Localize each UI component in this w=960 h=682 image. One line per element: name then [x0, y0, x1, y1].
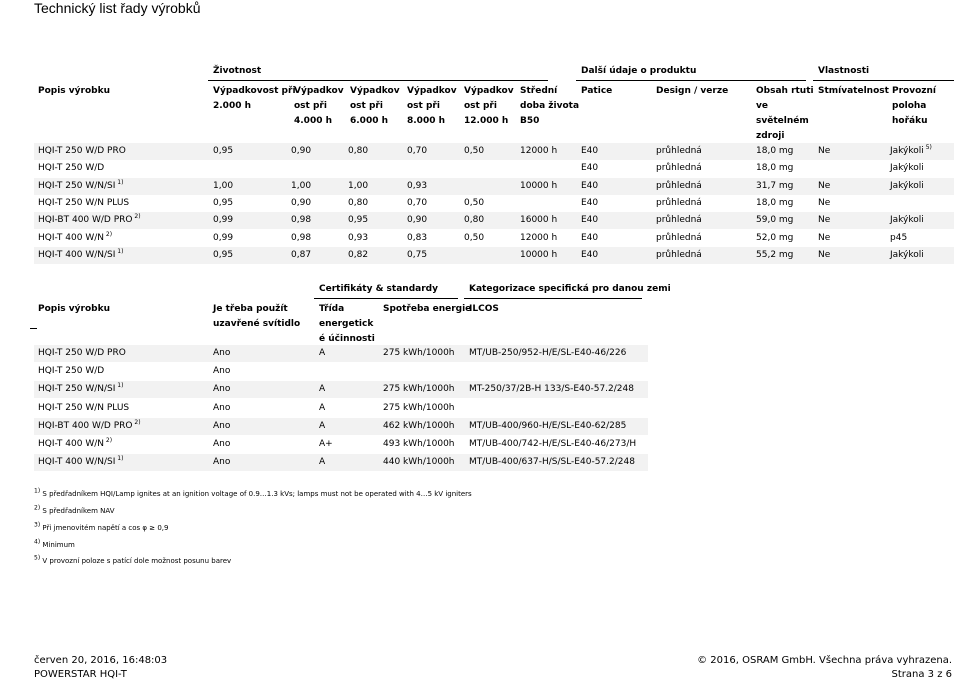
table-cell-name: [38, 418, 141, 435]
cell-text: 10000 h: [520, 180, 558, 191]
cell-text: HQI-BT 400 W/D PRO: [38, 420, 133, 431]
column-header-0: Popis výrobku: [38, 86, 110, 96]
row-band: [34, 212, 954, 229]
table-cell-name: [38, 381, 123, 398]
cell-text: průhledná: [656, 249, 702, 260]
table-cell-name: [38, 178, 123, 195]
cell-text: HQI-T 250 W/D PRO: [38, 146, 126, 156]
cell-text: 493 kWh/1000h: [383, 439, 455, 449]
table-cell-energy: [383, 418, 455, 435]
cell-text: Ano: [213, 439, 231, 449]
column-header-2: energetick: [319, 319, 374, 329]
table-cell-dim: [818, 178, 830, 195]
table-cell-dim: [818, 247, 830, 264]
table-cell-b50: [520, 247, 557, 264]
cell-text: Ano: [213, 348, 231, 358]
footnote-mark: 2): [34, 504, 41, 512]
cell-text: Ano: [213, 402, 231, 413]
table-cell-eclass: [319, 418, 325, 435]
table-cell-design: [656, 247, 702, 264]
cell-text: 10000 h: [520, 249, 558, 260]
cell-text: 1,00: [348, 180, 369, 191]
cell-text: Jakýkoli: [890, 249, 924, 260]
cell-text: 0,95: [348, 215, 369, 226]
table-cell-eclass: [319, 381, 325, 398]
table-cell-base: [581, 160, 598, 177]
table-cell-v6000: [348, 247, 368, 264]
cell-text: 12000 h: [520, 232, 558, 243]
table-cell-mercury: [756, 143, 793, 160]
cell-text: HQI-T 400 W/N: [38, 232, 104, 243]
table-cell-ilcos: [469, 454, 635, 471]
column-header-2: é účinnosti: [319, 334, 375, 344]
table-cell-mercury: [756, 247, 793, 264]
table-cell-v6000: [348, 212, 368, 229]
cell-text: Ne: [818, 146, 831, 156]
table-cell-design: [656, 178, 702, 195]
table-cell-name: [38, 454, 123, 471]
group-rule: [314, 298, 458, 299]
group-rule: [813, 80, 954, 81]
column-header-11: poloha: [892, 101, 927, 111]
group-rule: [208, 80, 548, 81]
cell-text: 0,95: [213, 249, 234, 260]
cell-text: E40: [581, 163, 599, 174]
table-cell-ilcos: [469, 345, 626, 362]
column-header-0: Popis výrobku: [38, 304, 110, 314]
table-cell-name: [38, 400, 129, 417]
table-cell-eclass: [319, 400, 325, 417]
table-cell-v8000: [407, 212, 427, 229]
table-cell-b50: [520, 178, 557, 195]
cell-text: 0,90: [291, 197, 312, 208]
table-cell-pos: [890, 247, 924, 264]
cell-text: MT/UB-250/952-H/E/SL-E40-46/226: [469, 348, 627, 358]
column-header-5: 12.000 h: [464, 116, 509, 126]
table-cell-closed: [213, 418, 230, 435]
table-cell-base: [581, 247, 598, 264]
footnote-ref: 1): [115, 247, 124, 255]
column-header-4: ILCOS: [469, 304, 499, 314]
table-cell-dim: [818, 195, 830, 212]
cell-text: 0,98: [291, 232, 312, 243]
column-header-6: Střední: [520, 86, 558, 96]
cell-text: 55,2 mg: [756, 249, 794, 260]
table-cell-v2000: [213, 247, 233, 264]
cell-text: Ne: [818, 215, 831, 226]
column-header-9: světelném: [756, 116, 809, 126]
table-cell-design: [656, 212, 702, 229]
cell-text: p45: [890, 232, 908, 243]
cell-text: průhledná: [656, 232, 702, 243]
footnote-text: Při jmenovitém napětí a cos φ ≥ 0,9: [40, 524, 169, 532]
table-cell-base: [581, 212, 598, 229]
cell-text: 0,80: [348, 146, 369, 156]
table-cell-v2000: [213, 230, 233, 247]
cell-text: MT/UB-400/742-H/E/SL-E40-46/273/H: [469, 439, 637, 449]
group-header-more-data: Další údaje o produktu: [581, 66, 697, 76]
cell-text: 1,00: [213, 180, 234, 191]
cell-text: HQI-T 250 W/N/SI: [38, 180, 116, 191]
cell-text: A: [319, 384, 326, 395]
footnote-ref: 1): [115, 178, 124, 186]
footnote-mark: 5): [34, 554, 41, 562]
table-cell-design: [656, 143, 702, 160]
cell-text: HQI-T 250 W/D: [38, 366, 105, 377]
table-cell-closed: [213, 381, 230, 398]
column-header-4: ost při: [407, 101, 440, 111]
cell-text: 0,50: [464, 146, 485, 156]
footer-page: Strana 3 z 6: [891, 669, 952, 680]
cell-text: 440 kWh/1000h: [383, 457, 455, 468]
group-rule: [576, 80, 806, 81]
footnote-item: [34, 504, 115, 515]
table-cell-mercury: [756, 212, 793, 229]
cell-text: E40: [581, 197, 599, 208]
margin-mark: [30, 328, 37, 329]
table-cell-v6000: [348, 195, 368, 212]
column-header-11: Provozní: [892, 86, 936, 96]
table-cell-name: [38, 212, 141, 229]
cell-text: 31,7 mg: [756, 180, 794, 191]
cell-text: 0,80: [348, 197, 369, 208]
cell-text: 0,50: [464, 232, 485, 243]
cell-text: průhledná: [656, 180, 702, 191]
table-cell-mercury: [756, 160, 793, 177]
column-header-7: Patice: [581, 86, 613, 96]
cell-text: 275 kWh/1000h: [383, 348, 455, 358]
cell-text: Ne: [818, 249, 831, 260]
table-cell-closed: [213, 363, 230, 380]
table-cell-base: [581, 178, 598, 195]
cell-text: 0,93: [407, 180, 428, 191]
table-cell-v4000: [291, 143, 311, 160]
footnote-ref: 5): [923, 144, 932, 151]
cell-text: A: [319, 420, 326, 431]
footnote-text: S předřadníkem NAV: [40, 507, 115, 515]
footer-date: červen 20, 2016, 16:48:03: [34, 655, 168, 666]
cell-text: 59,0 mg: [756, 215, 794, 226]
table-cell-v4000: [291, 247, 311, 264]
table-cell-v2000: [213, 195, 233, 212]
footnote-text: Minimum: [40, 541, 75, 549]
cell-text: E40: [581, 215, 599, 226]
cell-text: 0,83: [407, 232, 428, 243]
cell-text: Jakýkoli: [890, 163, 924, 174]
column-header-8: Design / verze: [656, 86, 729, 96]
group-header-properties: Vlastnosti: [818, 66, 870, 76]
group-header-country: Kategorizace specifická pro danou zemi: [469, 284, 671, 294]
cell-text: 52,0 mg: [756, 232, 794, 243]
cell-text: Ano: [213, 366, 231, 377]
table-cell-eclass: [319, 436, 333, 453]
cell-text: Jakýkoli: [890, 215, 924, 226]
cell-text: Ano: [213, 384, 231, 395]
footnote-text: V provozní poloze s patící dole možnost posunu barev: [40, 557, 232, 565]
cell-text: A: [319, 402, 326, 413]
table-cell-closed: [213, 436, 230, 453]
table-cell-name: [38, 195, 129, 212]
cell-text: Jakýkoli: [890, 180, 924, 191]
cell-text: 0,90: [407, 215, 428, 226]
cell-text: 0,90: [291, 146, 312, 156]
table-cell-v12000: [464, 212, 484, 229]
table-cell-energy: [383, 436, 455, 453]
table-cell-ilcos: [469, 418, 626, 435]
table-cell-eclass: [319, 345, 325, 362]
cell-text: E40: [581, 180, 599, 191]
cell-text: HQI-T 400 W/N/SI: [38, 249, 116, 260]
cell-text: 1,00: [291, 180, 312, 191]
cell-text: 0,50: [464, 197, 485, 208]
cell-text: Ne: [818, 197, 831, 208]
cell-text: Jakýkoli: [890, 146, 924, 156]
table-cell-v4000: [291, 212, 311, 229]
cell-text: 0,95: [213, 197, 234, 208]
table-cell-ilcos: [469, 436, 636, 453]
row-band: [34, 247, 954, 264]
table-cell-v8000: [407, 195, 427, 212]
table-cell-name: [38, 143, 126, 160]
footnote-item: [34, 487, 472, 498]
cell-text: MT/UB-400/637-H/S/SL-E40-57.2/248: [469, 457, 635, 468]
table-cell-b50: [520, 143, 557, 160]
column-header-3: ost při: [350, 101, 383, 111]
cell-text: A+: [319, 439, 333, 449]
cell-text: HQI-T 250 W/N PLUS: [38, 197, 130, 208]
table-cell-name: [38, 345, 126, 362]
cell-text: 0,99: [213, 215, 234, 226]
table-cell-v8000: [407, 143, 427, 160]
table-cell-v4000: [291, 230, 311, 247]
table-cell-v8000: [407, 247, 427, 264]
cell-text: HQI-T 400 W/N: [38, 439, 104, 449]
column-header-3: Výpadkov: [350, 86, 400, 96]
footnote-ref: 1): [115, 455, 124, 463]
footer-product: POWERSTAR HQI-T: [34, 669, 127, 680]
column-header-2: 4.000 h: [294, 116, 333, 126]
row-band: [34, 178, 954, 195]
footer-copyright: © 2016, OSRAM GmbH. Všechna práva vyhrazena.: [697, 655, 952, 666]
table-cell-closed: [213, 400, 230, 417]
table-cell-v8000: [407, 178, 427, 195]
table-cell-dim: [818, 143, 830, 160]
cell-text: MT/UB-400/960-H/E/SL-E40-62/285: [469, 420, 627, 431]
table-cell-name: [38, 363, 104, 380]
page-title: Technický list řady výrobků: [34, 0, 201, 16]
cell-text: 0,98: [291, 215, 312, 226]
column-header-2: ost při: [294, 101, 327, 111]
table-cell-v2000: [213, 212, 233, 229]
table-cell-energy: [383, 454, 455, 471]
cell-text: 462 kWh/1000h: [383, 420, 455, 431]
footnote-ref: 2): [104, 230, 113, 238]
row-band: [34, 143, 954, 160]
table-cell-pos: [890, 212, 924, 229]
table-cell-closed: [213, 345, 230, 362]
table-cell-mercury: [756, 195, 793, 212]
table-cell-name: [38, 247, 123, 264]
column-header-6: doba života: [520, 101, 580, 111]
cell-text: E40: [581, 146, 599, 156]
footnote-item: [34, 521, 169, 532]
column-header-2: Třída: [319, 304, 345, 314]
cell-text: HQI-BT 400 W/D PRO: [38, 215, 133, 226]
table-cell-b50: [520, 212, 557, 229]
table-cell-v2000: [213, 178, 233, 195]
cell-text: E40: [581, 249, 599, 260]
table-cell-base: [581, 195, 598, 212]
table-cell-pos: [890, 160, 924, 177]
column-header-6: B50: [520, 116, 540, 126]
cell-text: 0,95: [213, 146, 234, 156]
cell-text: A: [319, 457, 326, 468]
column-header-1: 2.000 h: [213, 101, 252, 111]
cell-text: HQI-T 250 W/N/SI: [38, 384, 116, 395]
cell-text: 0,70: [407, 146, 428, 156]
footnote-item: [34, 538, 75, 549]
cell-text: 16000 h: [520, 215, 558, 226]
table-cell-v6000: [348, 143, 368, 160]
cell-text: 18,0 mg: [756, 197, 794, 208]
group-rule: [464, 298, 642, 299]
table-cell-energy: [383, 400, 455, 417]
cell-text: 18,0 mg: [756, 146, 794, 156]
table-cell-pos: [890, 178, 924, 195]
cell-text: 0,87: [291, 249, 312, 260]
table-cell-v6000: [348, 178, 368, 195]
cell-text: Ne: [818, 180, 831, 191]
cell-text: 18,0 mg: [756, 163, 794, 174]
group-header-lifetime: Životnost: [213, 66, 262, 76]
cell-text: 0,75: [407, 249, 428, 260]
table-cell-name: [38, 160, 104, 177]
table-cell-v4000: [291, 178, 311, 195]
cell-text: 0,70: [407, 197, 428, 208]
table-cell-dim: [818, 212, 830, 229]
table-cell-v4000: [291, 195, 311, 212]
table-cell-design: [656, 230, 702, 247]
table-cell-design: [656, 195, 702, 212]
cell-text: HQI-T 250 W/D PRO: [38, 348, 126, 358]
column-header-1: Výpadkovost při: [213, 86, 296, 96]
table-cell-closed: [213, 454, 230, 471]
cell-text: průhledná: [656, 163, 702, 174]
cell-text: 0,80: [464, 215, 485, 226]
footnote-mark: 4): [34, 538, 41, 546]
cell-text: průhledná: [656, 197, 702, 208]
column-header-3: 6.000 h: [350, 116, 389, 126]
table-cell-eclass: [319, 454, 325, 471]
table-cell-v12000: [464, 195, 484, 212]
footnote-mark: 1): [34, 487, 41, 495]
footnote-ref: 2): [132, 213, 141, 221]
column-header-9: ve: [756, 101, 768, 111]
cell-text: Ne: [818, 232, 831, 243]
column-header-3: Spotřeba energie: [383, 304, 472, 314]
group-header-certs: Certifikáty & standardy: [319, 284, 438, 294]
table-cell-b50: [520, 230, 557, 247]
column-header-4: Výpadkov: [407, 86, 457, 96]
table-cell-v8000: [407, 230, 427, 247]
table-cell-name: [38, 230, 112, 247]
column-header-5: ost při: [464, 101, 497, 111]
table-cell-energy: [383, 345, 455, 362]
footnote-ref: 1): [115, 382, 124, 390]
footnote-ref: 2): [104, 437, 113, 444]
cell-text: 0,99: [213, 232, 234, 243]
table-cell-v6000: [348, 230, 368, 247]
table-cell-energy: [383, 381, 455, 398]
cell-text: průhledná: [656, 215, 702, 226]
column-header-4: 8.000 h: [407, 116, 446, 126]
table-cell-ilcos: [469, 381, 634, 398]
table-cell-mercury: [756, 178, 793, 195]
cell-text: Ano: [213, 457, 231, 468]
table-cell-v12000: [464, 143, 484, 160]
column-header-2: Výpadkov: [294, 86, 344, 96]
footnote-item: [34, 554, 232, 565]
column-header-5: Výpadkov: [464, 86, 514, 96]
cell-text: MT-250/37/2B-H 133/S-E40-57.2/248: [469, 384, 634, 395]
table-cell-base: [581, 230, 598, 247]
table-cell-name: [38, 436, 112, 453]
table-cell-pos: [890, 143, 932, 160]
footnote-mark: 3): [34, 521, 41, 529]
cell-text: 0,82: [348, 249, 369, 260]
column-header-9: Obsah rtuti: [756, 86, 814, 96]
column-header-9: zdroji: [756, 131, 785, 141]
table-cell-design: [656, 160, 702, 177]
table-cell-dim: [818, 230, 830, 247]
column-header-10: Stmívatelnost: [818, 86, 889, 96]
cell-text: Ano: [213, 420, 231, 431]
footnote-text: S předřadníkem HQI/Lamp ignites at an ignition voltage of 0.9…1.3 kVs; lamps must not be operated with 4…5 kV igniters: [40, 490, 472, 498]
table-cell-v12000: [464, 230, 484, 247]
cell-text: HQI-T 400 W/N/SI: [38, 457, 116, 468]
footnote-ref: 2): [132, 418, 141, 426]
column-header-1: uzavřené svítidlo: [213, 319, 301, 329]
cell-text: HQI-T 250 W/D: [38, 163, 105, 174]
cell-text: 275 kWh/1000h: [383, 384, 455, 395]
table-cell-v2000: [213, 143, 233, 160]
column-header-1: Je třeba použít: [213, 304, 288, 314]
cell-text: HQI-T 250 W/N PLUS: [38, 402, 130, 413]
cell-text: E40: [581, 232, 599, 243]
table-cell-mercury: [756, 230, 793, 247]
table-cell-base: [581, 143, 598, 160]
cell-text: 275 kWh/1000h: [383, 402, 455, 413]
column-header-11: hořáku: [892, 116, 928, 126]
cell-text: 0,93: [348, 232, 369, 243]
cell-text: průhledná: [656, 146, 702, 156]
table-cell-pos: [890, 230, 907, 247]
cell-text: A: [319, 348, 326, 358]
cell-text: 12000 h: [520, 146, 558, 156]
